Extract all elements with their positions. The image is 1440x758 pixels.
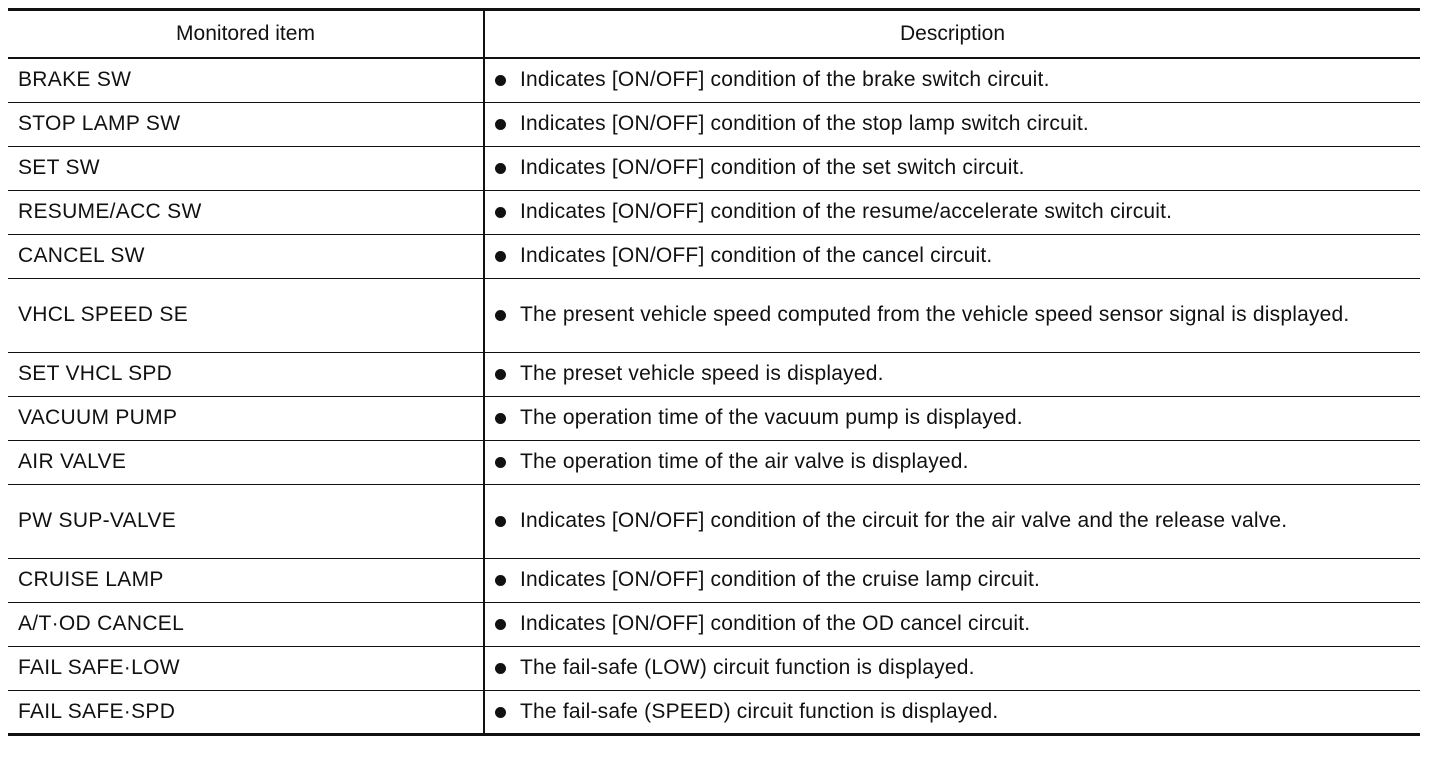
description-cell [484, 558, 1420, 602]
bullet-icon [495, 119, 506, 130]
table-row [8, 396, 1420, 440]
item-cell: CANCEL SW [8, 234, 484, 278]
bullet-icon [495, 707, 506, 718]
description-cell [484, 278, 1420, 352]
bullet-icon [495, 75, 506, 86]
description-cell [484, 352, 1420, 396]
bullet-icon [495, 457, 506, 468]
bullet-icon [495, 251, 506, 262]
table-row [8, 690, 1420, 734]
table-row [8, 352, 1420, 396]
description-text: The operation time of the air valve is displayed. [520, 450, 969, 473]
table-row [8, 602, 1420, 646]
description-cell [484, 396, 1420, 440]
description-cell [484, 58, 1420, 102]
item-cell: AIR VALVE [8, 440, 484, 484]
description-text: Indicates [ON/OFF] condition of the resume/accelerate switch circuit. [520, 200, 1173, 223]
description-cell [484, 234, 1420, 278]
description-text: The fail-safe (LOW) circuit function is displayed. [520, 656, 975, 679]
item-cell: VACUUM PUMP [8, 396, 484, 440]
header-monitored-item: Monitored item [8, 10, 484, 59]
description-cell [484, 690, 1420, 734]
description-text: Indicates [ON/OFF] condition of the OD cancel circuit. [520, 612, 1031, 635]
bullet-icon [495, 619, 506, 630]
description-text: Indicates [ON/OFF] condition of the set switch circuit. [520, 156, 1025, 179]
item-cell: FAIL SAFE·SPD [8, 690, 484, 734]
bullet-icon [495, 163, 506, 174]
table-row [8, 484, 1420, 558]
table-row [8, 278, 1420, 352]
bullet-icon [495, 575, 506, 586]
table-row [8, 558, 1420, 602]
item-cell: CRUISE LAMP [8, 558, 484, 602]
description-text: Indicates [ON/OFF] condition of the stop lamp switch circuit. [520, 112, 1089, 135]
description-text: Indicates [ON/OFF] condition of the cruise lamp circuit. [520, 568, 1041, 591]
table-row [8, 190, 1420, 234]
description-text: The fail-safe (SPEED) circuit function is displayed. [520, 699, 999, 723]
description-cell [484, 102, 1420, 146]
bullet-icon [495, 207, 506, 218]
description-text: The preset vehicle speed is displayed. [520, 362, 884, 385]
bullet-icon [495, 369, 506, 380]
bullet-icon [495, 516, 506, 527]
table-row [8, 102, 1420, 146]
monitor-table-sheet [8, 8, 1420, 736]
description-text: The present vehicle speed computed from the vehicle speed sensor signal is displayed. [520, 303, 1350, 326]
item-cell: RESUME/ACC SW [8, 190, 484, 234]
description-cell [484, 440, 1420, 484]
table-row [8, 58, 1420, 102]
description-text: Indicates [ON/OFF] condition of the brake switch circuit. [520, 68, 1050, 92]
description-cell [484, 146, 1420, 190]
item-cell: BRAKE SW [8, 58, 484, 102]
item-cell: SET VHCL SPD [8, 352, 484, 396]
header-description: Description [484, 10, 1420, 59]
description-cell [484, 484, 1420, 558]
bullet-icon [495, 413, 506, 424]
bullet-icon [495, 310, 506, 321]
item-cell: FAIL SAFE·LOW [8, 646, 484, 690]
monitored-items-table [8, 8, 1420, 736]
description-text: The operation time of the vacuum pump is displayed. [520, 406, 1023, 429]
item-cell: SET SW [8, 146, 484, 190]
item-cell: A/T·OD CANCEL [8, 602, 484, 646]
table-row [8, 440, 1420, 484]
description-text: Indicates [ON/OFF] condition of the cancel circuit. [520, 244, 993, 267]
description-cell [484, 646, 1420, 690]
description-text: Indicates [ON/OFF] condition of the circuit for the air valve and the release valve. [520, 509, 1288, 532]
table-row [8, 146, 1420, 190]
item-cell: VHCL SPEED SE [8, 278, 484, 352]
item-cell: STOP LAMP SW [8, 102, 484, 146]
table-header-row [8, 10, 1420, 59]
description-cell [484, 190, 1420, 234]
table-row [8, 646, 1420, 690]
bullet-icon [495, 663, 506, 674]
table-row [8, 234, 1420, 278]
item-cell: PW SUP-VALVE [8, 484, 484, 558]
description-cell [484, 602, 1420, 646]
